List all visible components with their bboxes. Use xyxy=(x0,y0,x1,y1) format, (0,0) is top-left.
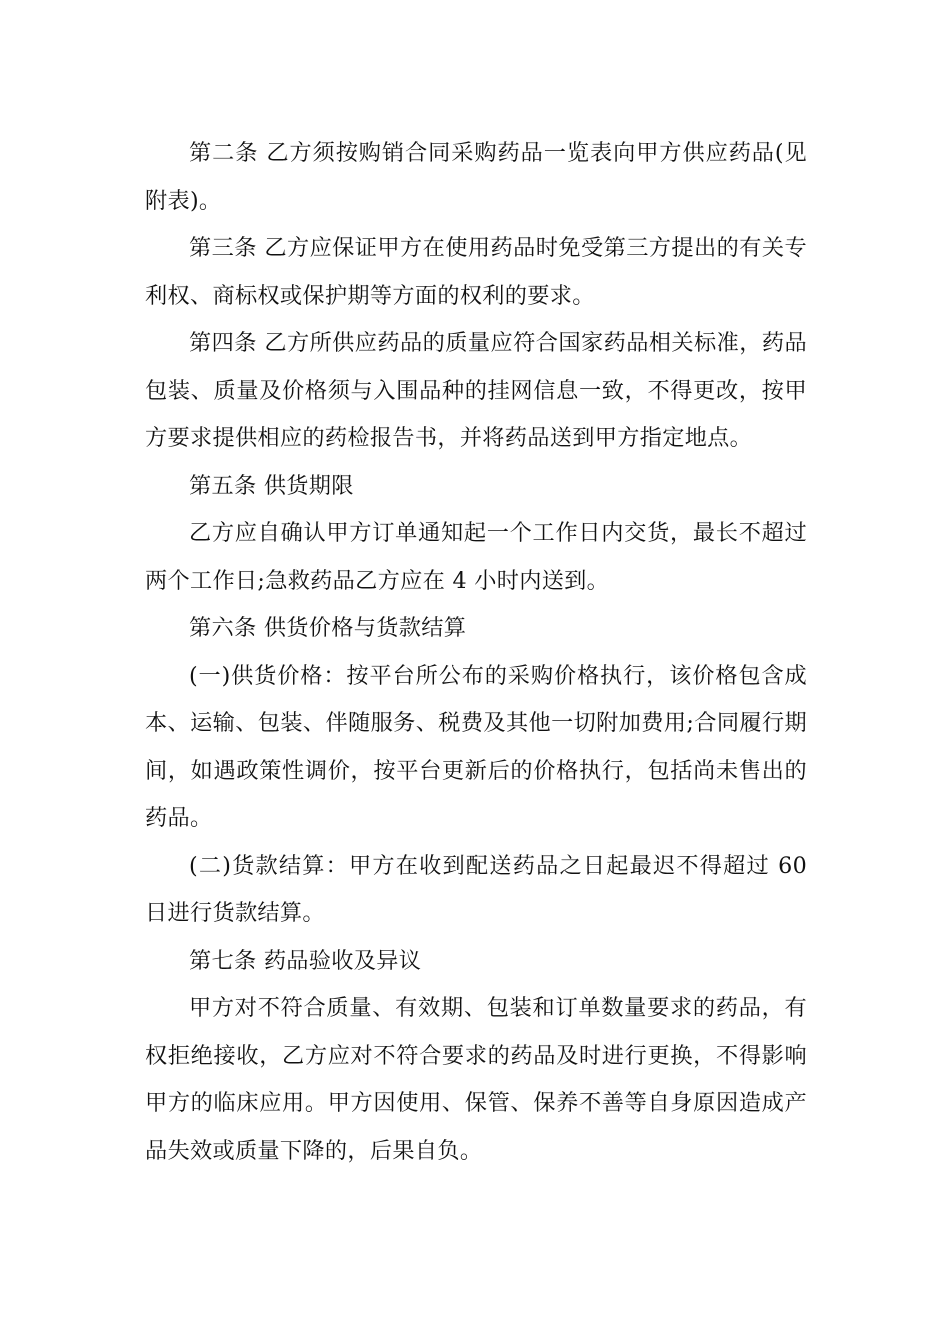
paragraph-article-4: 第四条 乙方所供应药品的质量应符合国家药品相关标准，药品包装、质量及价格须与入围品种的挂网信息一致，不得更改，按甲方要求提供相应的药检报告书，并将药品送到甲方指定地点。 xyxy=(145,330,807,451)
heading-article-7: 第七条 药品验收及异议 xyxy=(189,947,422,974)
paragraph-article-3: 第三条 乙方应保证甲方在使用药品时免受第三方提出的有关专利权、商标权或保护期等方面的权利的要求。 xyxy=(145,235,807,309)
paragraph-article-2: 第二条 乙方须按购销合同采购药品一览表向甲方供应药品(见附表)。 xyxy=(145,140,807,214)
heading-article-5: 第五条 供货期限 xyxy=(189,472,354,499)
paragraph-acceptance-objection: 甲方对不符合质量、有效期、包装和订单数量要求的药品，有权拒绝接收，乙方应对不符合要求的药品及时进行更换，不得影响甲方的临床应用。甲方因使用、保管、保养不善等自身原因造成产品失效或质量下降的，后果自负。 xyxy=(145,995,807,1164)
heading-article-6: 第六条 供货价格与货款结算 xyxy=(189,615,467,641)
paragraph-supply-price: (一)供货价格：按平台所公布的采购价格执行，该价格包含成本、运输、包装、伴随服务、税费及其他一切附加费用;合同履行期间，如遇政策性调价，按平台更新后的价格执行，包括尚未售出的药品。 xyxy=(145,662,807,831)
paragraph-delivery-term: 乙方应自确认甲方订单通知起一个工作日内交货，最长不超过两个工作日;急救药品乙方应在 4 小时内送到。 xyxy=(145,520,807,594)
document-body xyxy=(145,130,807,1175)
paragraph-payment-settlement: (二)货款结算：甲方在收到配送药品之日起最迟不得超过 60 日进行货款结算。 xyxy=(145,852,807,926)
